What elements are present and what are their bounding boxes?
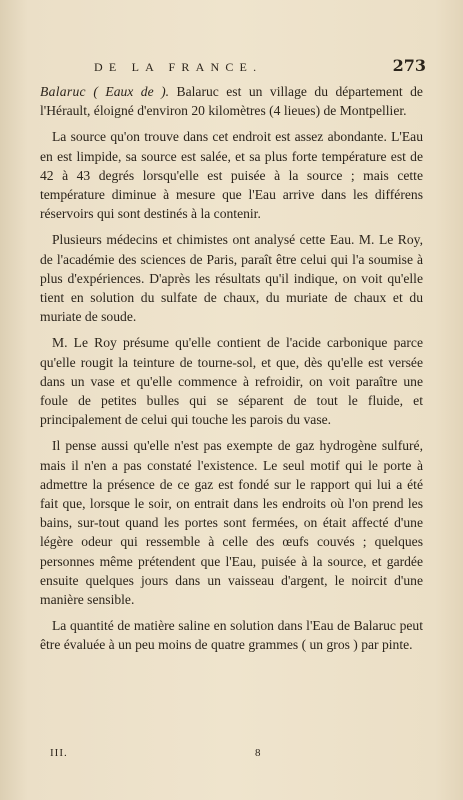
running-head: DE LA FRANCE.	[94, 60, 263, 74]
paragraph-1	[40, 82, 423, 120]
paragraph-2: La source qu'on trouve dans cet endroit est assez abondante. L'Eau en est limpide, sa source est salée, et sa plus forte température est de 42 à 43 degrés lorsqu'elle est puisée à la source ; mais cette température diminue à mesure que l'Eau arrive dans les différens réservoirs qui sont destinés à la contenir.	[40, 129, 423, 222]
paragraph-6: La quantité de matière saline en solution dans l'Eau de Balaruc peut être évaluée à un peu moins de quatre grammes ( un gros ) par pinte.	[40, 618, 423, 653]
paragraph-3: Plusieurs médecins et chimistes ont analysé cette Eau. M. Le Roy, de l'académie des sciences de Paris, paraît être celui qui l'a soumise à plus d'expériences. D'après les résultats qu'il indique, on voit qu'elle tient en solution du sulfate de chaux, du muriate de chaux et du muriate de soude.	[40, 232, 423, 325]
page-number: 273	[392, 56, 426, 75]
signature-mark: III.	[50, 747, 68, 759]
page-header	[44, 58, 424, 78]
gathering-number: 8	[255, 747, 261, 759]
entry-place-name: Balaruc	[40, 84, 86, 99]
paragraph-5: Il pense aussi qu'elle n'est pas exempte de gaz hydrogène sulfuré, mais il n'en a pas constaté l'existence. Le seul motif qui le porte à admettre la présence de ce gaz est fondé sur le rapport qui lui a été fait que, lorsque le soir, on entrait dans les endroits où l'on prend les bains, sur-tout quand les portes sont fermées, on était affecté d'une légère odeur qui ressemble à celle des œufs couvés ; quelques personnes même prétendent que l'Eau, puisée à la source, et gardée ensuite quelques jours dans un vaisseau d'argent, le noircit d'une manière sensible.	[40, 438, 423, 608]
entry-subtitle: ( Eaux de ).	[93, 84, 170, 99]
page-footer	[40, 747, 423, 763]
paragraph-1-text: Balaruc est un village du département de l'Hérault, éloigné d'environ 20 kilomètres (4 lieues) de Montpellier.	[40, 84, 423, 119]
paragraph-4: M. Le Roy présume qu'elle contient de l'acide carbonique parce qu'elle rougit la teinture de tourne-sol, et que, dès qu'elle est versée dans un vase et qu'elle commence à refroidir, on voit paraître une foule de petites bulles qui se séparent de tout le fluide, et principalement de celui qui touche les parois du vase.	[40, 335, 423, 428]
body-text	[40, 82, 423, 662]
